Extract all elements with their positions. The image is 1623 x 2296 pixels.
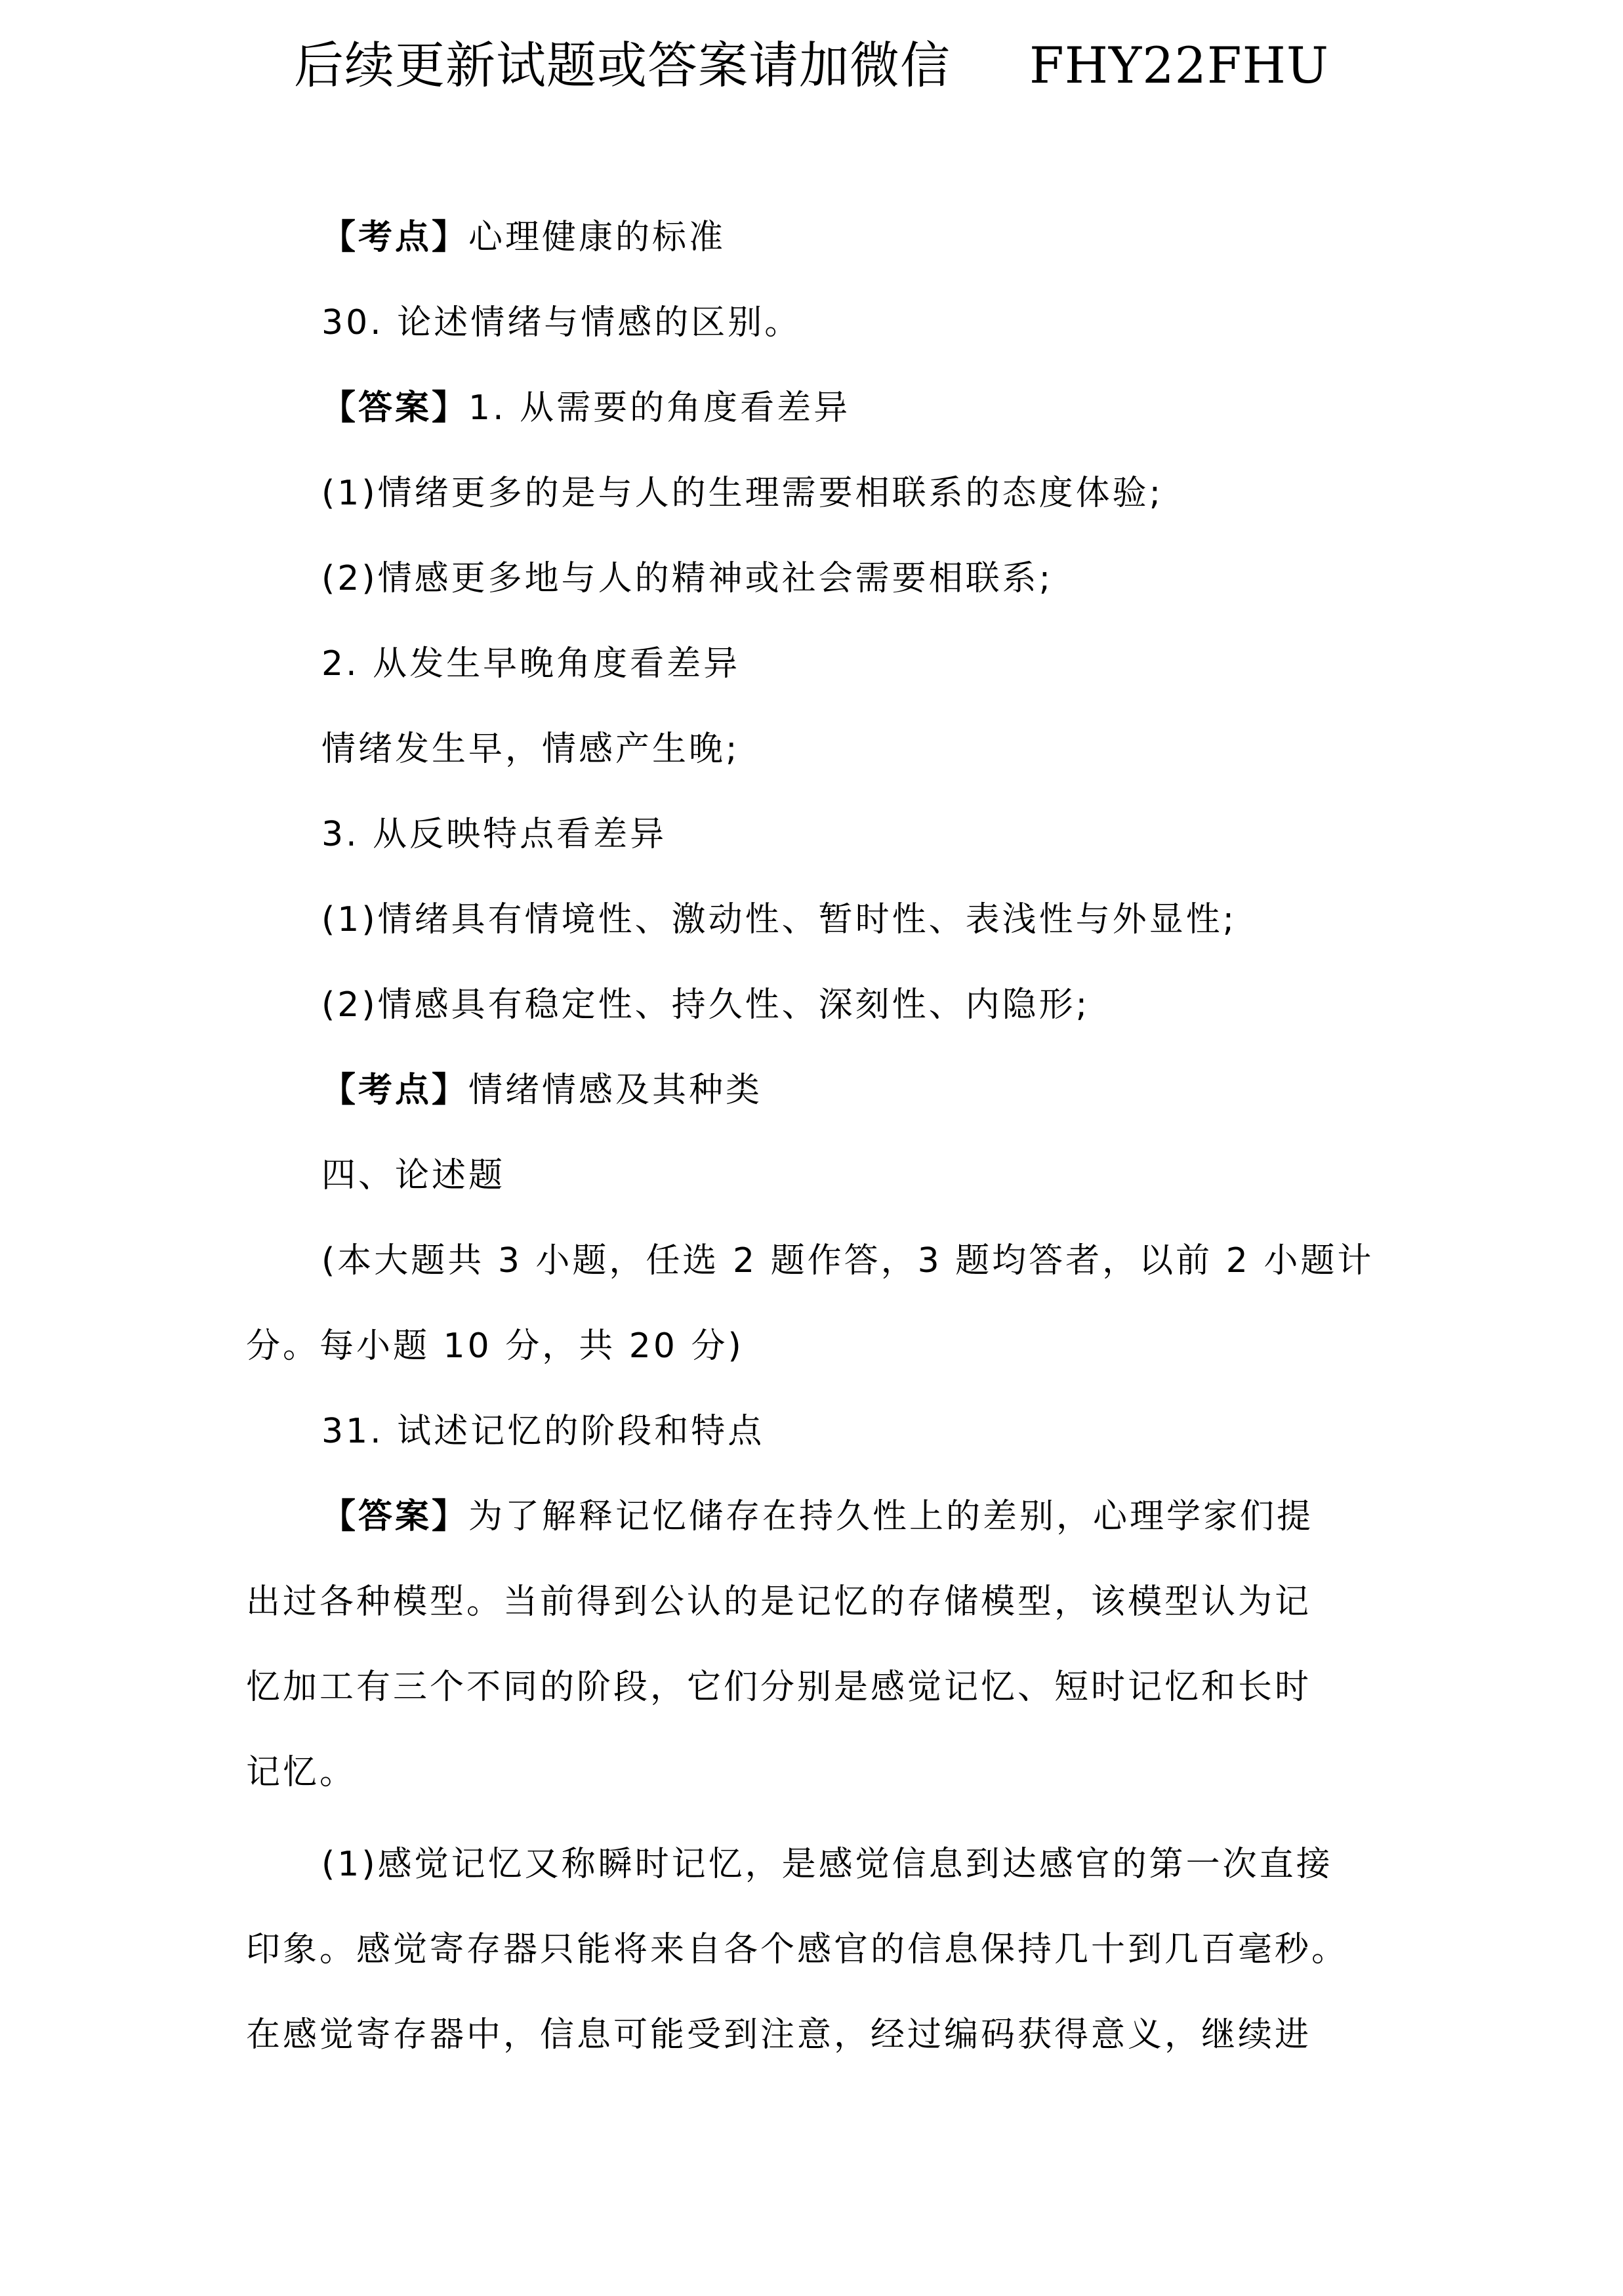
header-text: 后续更新试题或答案请加微信 (294, 36, 951, 94)
section-instructions-text: (本大题共 3 小题，任选 2 题作答，3 题均答者，以前 2 小题计 (321, 1241, 1374, 1281)
answer-label: 【答案】 (321, 388, 469, 428)
question-31 (321, 1405, 764, 1458)
answer-point-text: (2)情感更多地与人的精神或社会需要相联系; (321, 559, 1054, 598)
exam-point-label: 【考点】 (321, 1071, 469, 1110)
answer-point-text: (2)情感具有稳定性、持久性、深刻性、内隐形; (321, 985, 1090, 1025)
paragraph-text: (1)感觉记忆又称瞬时记忆，是感觉信息到达感官的第一次直接 (321, 1845, 1333, 1884)
paragraph-text: 在感觉寄存器中，信息可能受到注意，经过编码获得意义，继续进 (246, 2015, 1312, 2055)
answer-point (321, 723, 740, 775)
exam-point-line (321, 1064, 762, 1117)
answer-line (321, 1490, 1313, 1543)
answer-text: 1. 从需要的角度看差异 (468, 388, 851, 428)
answer-point-text: 情绪发生早，情感产生晚; (321, 729, 740, 769)
exam-point-label: 【考点】 (321, 218, 469, 257)
exam-point-text: 心理健康的标准 (468, 218, 726, 257)
answer-point-text: (1)情绪更多的是与人的生理需要相联系的态度体验; (321, 474, 1164, 513)
answer-paragraph-line (246, 1746, 356, 1799)
answer-paragraph-line (246, 1661, 1311, 1713)
section-title-text: 四、论述题 (321, 1156, 506, 1195)
answer-point (321, 552, 1053, 605)
answer-heading-text: 2. 从发生早晚角度看差异 (321, 644, 741, 684)
answer-paragraph-line (321, 1838, 1333, 1891)
answer-heading (321, 638, 740, 690)
exam-point-line (321, 211, 726, 264)
answer-point (321, 467, 1163, 520)
answer-paragraph-line (246, 1576, 1311, 1628)
answer-line (321, 382, 850, 434)
answer-point (321, 979, 1090, 1031)
question-text: 30. 论述情绪与情感的区别。 (321, 303, 802, 342)
paragraph-text: 记忆。 (246, 1753, 357, 1792)
answer-heading (321, 808, 667, 861)
answer-text: 为了解释记忆储存在持久性上的差别，心理学家们提 (468, 1497, 1314, 1536)
paragraph-text: 出过各种模型。当前得到公认的是记忆的存储模型，该模型认为记 (246, 1582, 1312, 1622)
exam-point-text: 情绪情感及其种类 (468, 1071, 763, 1110)
header-wechat-id: FHY22FHU (1029, 36, 1329, 94)
section-title (321, 1149, 505, 1202)
answer-heading-text: 3. 从反映特点看差异 (321, 815, 667, 854)
question-text: 31. 试述记忆的阶段和特点 (321, 1412, 765, 1451)
paragraph-text: 印象。感觉寄存器只能将来自各个感官的信息保持几十到几百毫秒。 (246, 1930, 1349, 1969)
answer-label: 【答案】 (321, 1497, 469, 1536)
answer-paragraph-line (246, 1923, 1348, 1976)
section-instructions (246, 1320, 744, 1372)
question-30 (321, 297, 801, 349)
answer-paragraph-line (246, 2009, 1311, 2061)
section-instructions-text: 分。每小题 10 分，共 20 分) (246, 1326, 744, 1366)
answer-point-text: (1)情绪具有情境性、激动性、暂时性、表浅性与外显性; (321, 900, 1237, 939)
section-instructions (321, 1235, 1374, 1287)
answer-point (321, 893, 1237, 946)
paragraph-text: 忆加工有三个不同的阶段，它们分别是感觉记忆、短时记忆和长时 (246, 1668, 1312, 1707)
